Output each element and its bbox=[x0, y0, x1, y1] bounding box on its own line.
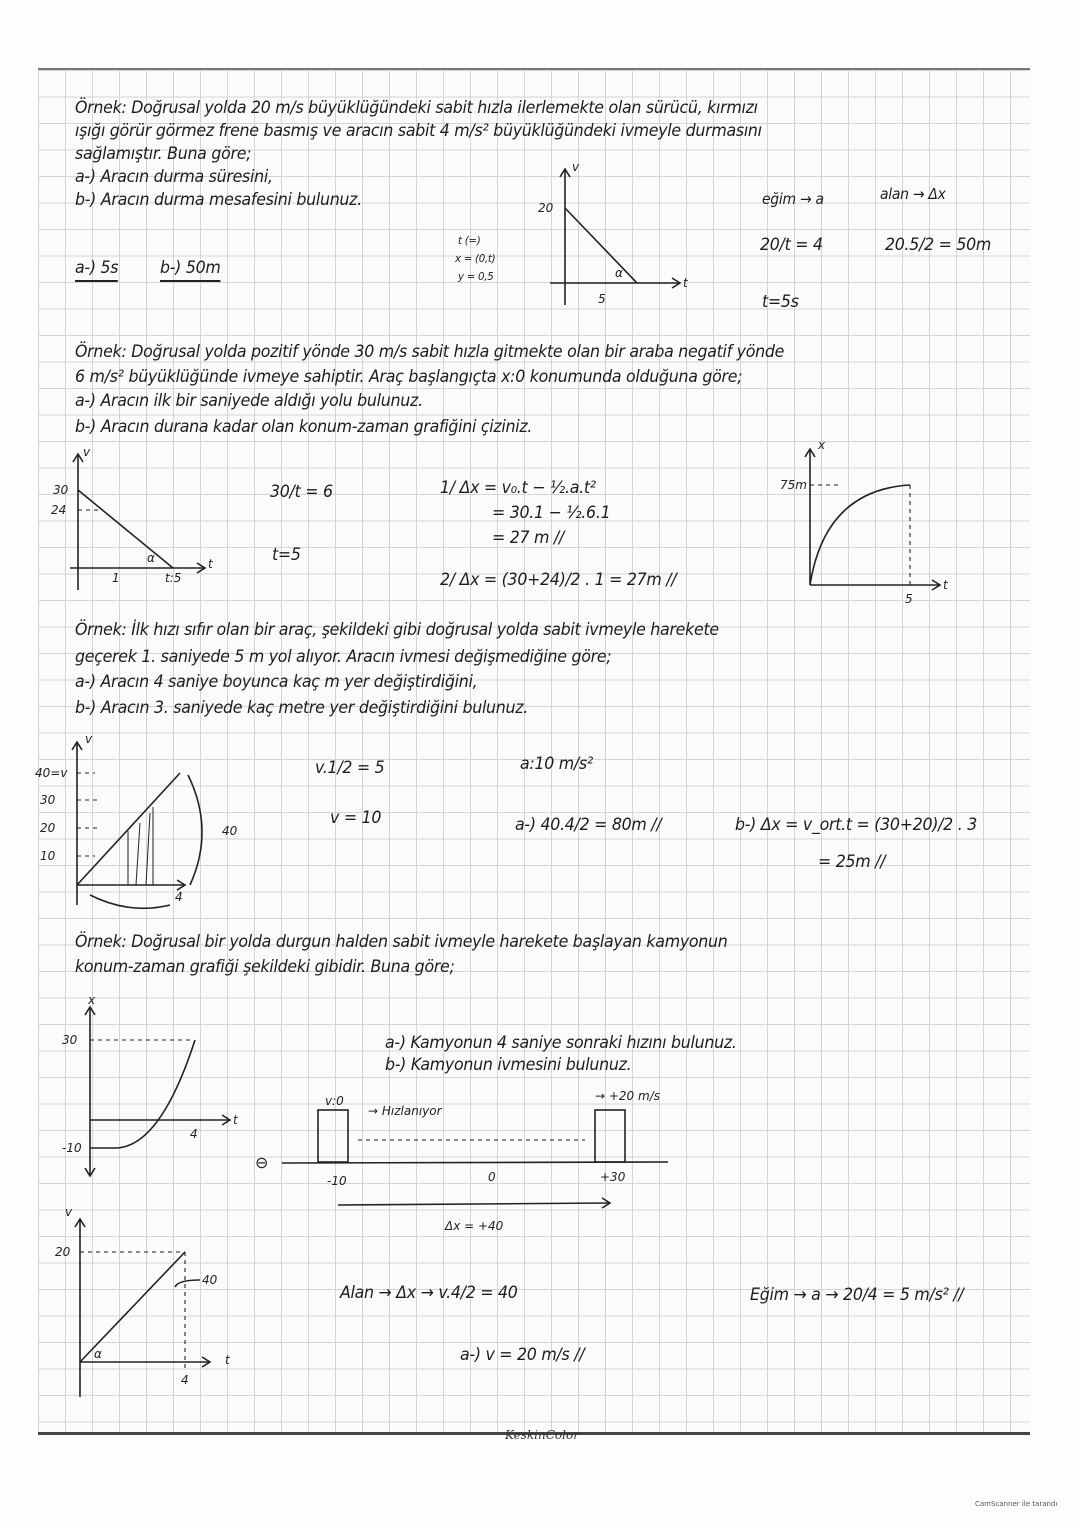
acceleration: a:10 m/s² bbox=[520, 754, 593, 774]
calc-2: v = 10 bbox=[330, 808, 382, 828]
t4-label: 4 bbox=[181, 1373, 189, 1387]
x-label: x bbox=[818, 438, 826, 452]
example-2-line: 6 m/s² büyüklüğünde ivmeye sahiptir. Araç başlangıçta x:0 konumunda olduğuna göre; bbox=[75, 367, 743, 387]
x-max-label: 30 bbox=[62, 1033, 78, 1047]
question-a: a-) Kamyonun 4 saniye sonraki hızını bulunuz. bbox=[385, 1033, 737, 1053]
t-stop-label: 5 bbox=[905, 592, 913, 606]
answer-a: a-) 40.4/2 = 80m // bbox=[515, 815, 662, 835]
solution-1: = 30.1 − ½.6.1 bbox=[492, 503, 611, 523]
v-label: v bbox=[572, 160, 580, 174]
example-4-line: konum-zaman grafiği şekildeki gibidir. Buna göre; bbox=[75, 957, 455, 977]
slope-calc: Eğim → a → 20/4 = 5 m/s² // bbox=[750, 1285, 964, 1305]
t-label: t bbox=[208, 557, 213, 571]
velocity-time-graph bbox=[55, 1205, 250, 1402]
scanner-watermark: CamScanner ile tarandı bbox=[975, 1500, 1058, 1508]
area-pointer bbox=[175, 1280, 200, 1287]
solution-2: 2/ Δx = (30+24)/2 . 1 = 27m // bbox=[440, 570, 677, 590]
position-curve bbox=[90, 1040, 195, 1148]
start-tick-label: -10 bbox=[327, 1174, 347, 1188]
t4-label: 4 bbox=[190, 1127, 198, 1141]
slope-label: eğim → a bbox=[762, 190, 824, 208]
t-label: t bbox=[233, 1113, 238, 1127]
v-end-label: → +20 m/s bbox=[595, 1089, 660, 1103]
v0-label: 30 bbox=[53, 483, 69, 497]
time-result: t=5s bbox=[762, 292, 799, 312]
solution-1: = 27 m // bbox=[492, 528, 564, 548]
velocity-time-graph bbox=[530, 160, 690, 310]
example-1-line: sağlamıştır. Buna göre; bbox=[75, 144, 252, 164]
truck-start bbox=[318, 1110, 348, 1162]
t-label: t bbox=[683, 276, 688, 290]
velocity-line bbox=[565, 208, 637, 283]
answer-a: a-) 5s bbox=[75, 258, 118, 282]
area-label: 40 bbox=[222, 824, 238, 838]
example-3-line: Örnek: İlk hızı sıfır olan bir araç, şekildeki gibi doğrusal yolda sabit ivmeyle harekete bbox=[75, 620, 719, 640]
answer-b-result: = 25m // bbox=[818, 852, 886, 872]
velocity-time-graph bbox=[51, 445, 215, 595]
note: t (=) bbox=[458, 234, 481, 247]
brand-footer: KeskinColor bbox=[505, 1428, 579, 1442]
v-label: v bbox=[65, 1205, 73, 1219]
angle-label: α bbox=[94, 1347, 102, 1361]
v0-label: 20 bbox=[538, 201, 554, 215]
number-line-diagram bbox=[250, 1085, 690, 1235]
t4-label: 4 bbox=[175, 890, 183, 904]
position-time-graph bbox=[60, 993, 250, 1180]
velocity-line bbox=[80, 1252, 185, 1362]
time-result: t=5 bbox=[272, 545, 301, 565]
truck-end bbox=[595, 1110, 625, 1162]
slope-calc: 30/t = 6 bbox=[270, 482, 333, 502]
v1-label: 24 bbox=[51, 503, 67, 517]
calc-1: v.1/2 = 5 bbox=[315, 758, 385, 778]
example-3-line: a-) Aracın 4 saniye boyunca kaç m yer değiştirdiğini, bbox=[75, 672, 478, 692]
velocity-line bbox=[78, 490, 173, 568]
accelerating-label: → Hızlanıyor bbox=[368, 1104, 442, 1118]
v-label: v bbox=[85, 732, 93, 746]
example-2-line: Örnek: Doğrusal yolda pozitif yönde 30 m/s sabit hızla gitmekte olan bir araba negatif yönde bbox=[75, 342, 785, 362]
solution-1: 1/ Δx = v₀.t − ½.a.t² bbox=[440, 478, 596, 498]
angle-label: α bbox=[147, 551, 155, 565]
velocity-time-graph bbox=[35, 732, 260, 910]
t-stop-label: t:5 bbox=[165, 571, 182, 585]
slope-calc: 20/t = 4 bbox=[760, 235, 823, 255]
v40-label: 40=v bbox=[35, 766, 68, 780]
note: x = (0,t) bbox=[455, 252, 496, 265]
v-max-label: 20 bbox=[55, 1245, 71, 1259]
example-2-line: a-) Aracın ilk bir saniyede aldığı yolu bulunuz. bbox=[75, 391, 423, 411]
question-a: a-) Aracın durma süresini, bbox=[75, 167, 273, 187]
t1-label: 1 bbox=[112, 571, 120, 585]
example-3-line: b-) Aracın 3. saniyede kaç metre yer değiştirdiğini bulunuz. bbox=[75, 698, 529, 718]
area-label: alan → Δx bbox=[880, 185, 946, 203]
displacement-arrow bbox=[338, 1203, 610, 1205]
t-label: t bbox=[943, 578, 948, 592]
v10-label: 10 bbox=[40, 849, 56, 863]
note: y = 0,5 bbox=[458, 270, 494, 283]
origin-marker: ⊖ bbox=[255, 1153, 269, 1172]
end-tick-label: +30 bbox=[600, 1170, 626, 1184]
position-curve bbox=[810, 485, 910, 585]
x-max-label: 75m bbox=[780, 478, 807, 492]
area-bracket bbox=[188, 775, 202, 885]
v-label: v bbox=[83, 445, 91, 459]
displacement-label: Δx = +40 bbox=[445, 1219, 504, 1233]
answer-b: b-) Δx = v_ort.t = (30+20)/2 . 3 bbox=[735, 815, 977, 835]
example-1-line: ışığı görür görmez frene basmış ve aracın sabit 4 m/s² büyüklüğündeki ivmeyle durmasını bbox=[75, 121, 762, 141]
x-min-label: -10 bbox=[62, 1141, 82, 1155]
area-calc: Alan → Δx → v.4/2 = 40 bbox=[340, 1283, 518, 1303]
answer-b: b-) 50m bbox=[160, 258, 221, 282]
example-1-line: Örnek: Doğrusal yolda 20 m/s büyüklüğündeki sabit hızla ilerlemekte olan sürücü, kırmızı bbox=[75, 98, 758, 118]
v30-label: 30 bbox=[40, 793, 56, 807]
t-label: t bbox=[225, 1353, 230, 1367]
bottom-bracket bbox=[90, 895, 170, 908]
question-b: b-) Aracın durma mesafesini bulunuz. bbox=[75, 190, 362, 210]
question-b: b-) Kamyonun ivmesini bulunuz. bbox=[385, 1055, 632, 1075]
area-calc: 20.5/2 = 50m bbox=[885, 235, 992, 255]
zero-tick-label: 0 bbox=[488, 1170, 496, 1184]
example-4-line: Örnek: Doğrusal bir yolda durgun halden sabit ivmeyle harekete başlayan kamyonun bbox=[75, 932, 728, 952]
position-time-graph bbox=[780, 438, 950, 606]
area-label: 40 bbox=[202, 1273, 218, 1287]
angle-label: α bbox=[615, 266, 623, 280]
example-3-line: geçerek 1. saniyede 5 m yol alıyor. Aracın ivmesi değişmediğine göre; bbox=[75, 647, 612, 667]
v20-label: 20 bbox=[40, 821, 56, 835]
example-2-line: b-) Aracın durana kadar olan konum-zaman grafiğini çiziniz. bbox=[75, 417, 533, 437]
x-label: x bbox=[88, 993, 96, 1007]
v-start-label: v:0 bbox=[325, 1094, 344, 1108]
t-stop-label: 5 bbox=[598, 292, 606, 306]
answer-a: a-) v = 20 m/s // bbox=[460, 1345, 585, 1365]
